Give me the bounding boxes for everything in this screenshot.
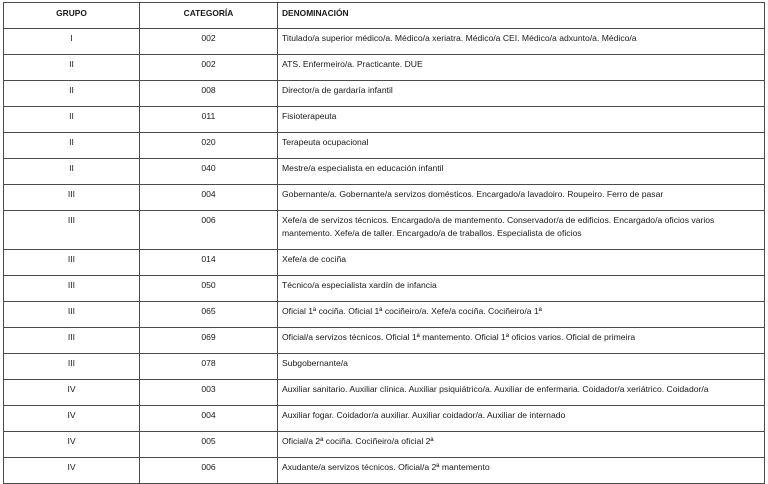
header-categoria: CATEGORÍA: [140, 3, 278, 29]
table-row: [4, 380, 765, 406]
table-row: [4, 458, 765, 484]
cell-categoria: 002: [140, 29, 278, 55]
cell-categoria: 040: [140, 159, 278, 185]
header-grupo: GRUPO: [4, 3, 140, 29]
cell-categoria: 003: [140, 380, 278, 406]
table-row: [4, 133, 765, 159]
cell-grupo: III: [4, 185, 140, 211]
table-header-row: [4, 3, 765, 29]
cell-categoria: 006: [140, 211, 278, 250]
cell-categoria: 078: [140, 354, 278, 380]
category-table: [3, 2, 765, 484]
cell-grupo: III: [4, 250, 140, 276]
cell-denominacion: Titulado/a superior médico/a. Médico/a xeriatra. Médico/a CEI. Médico/a adxunto/a. Médico/a: [278, 29, 765, 55]
cell-grupo: III: [4, 328, 140, 354]
cell-categoria: 005: [140, 432, 278, 458]
cell-categoria: 002: [140, 55, 278, 81]
cell-grupo: IV: [4, 432, 140, 458]
cell-grupo: IV: [4, 406, 140, 432]
cell-grupo: IV: [4, 380, 140, 406]
cell-denominacion: Xefe/a de servizos técnicos. Encargado/a de mantemento. Conservador/a de edificios. Encargado/a oficios varios mantemento. Xefe/a de taller. Encargado/a de traballos. Especialista de oficios: [278, 211, 765, 250]
cell-denominacion: Subgobernante/a: [278, 354, 765, 380]
table-row: [4, 81, 765, 107]
cell-denominacion: Terapeuta ocupacional: [278, 133, 765, 159]
cell-denominacion: Técnico/a especialista xardín de infancia: [278, 276, 765, 302]
cell-grupo: I: [4, 29, 140, 55]
table-row: [4, 354, 765, 380]
cell-denominacion: Xefe/a de cociña: [278, 250, 765, 276]
cell-denominacion: Oficial/a servizos técnicos. Oficial 1ª mantemento. Oficial 1ª oficios varios. Oficial de primeira: [278, 328, 765, 354]
cell-denominacion: Director/a de gardaría infantil: [278, 81, 765, 107]
cell-categoria: 011: [140, 107, 278, 133]
table-row: [4, 55, 765, 81]
cell-grupo: II: [4, 159, 140, 185]
table-row: [4, 328, 765, 354]
category-table-container: [3, 2, 764, 484]
cell-grupo: III: [4, 354, 140, 380]
cell-categoria: 004: [140, 406, 278, 432]
cell-denominacion: Oficial 1ª cociña. Oficial 1ª cociñeiro/a. Xefe/a cociña. Cociñeiro/a 1ª: [278, 302, 765, 328]
cell-denominacion: Mestre/a especialista en educación infantil: [278, 159, 765, 185]
cell-denominacion: Auxiliar fogar. Coidador/a auxiliar. Auxiliar coidador/a. Auxiliar de internado: [278, 406, 765, 432]
table-row: [4, 406, 765, 432]
table-row: [4, 432, 765, 458]
cell-grupo: III: [4, 211, 140, 250]
table-row: [4, 302, 765, 328]
cell-denominacion: Auxiliar sanitario. Auxiliar clínica. Auxiliar psiquiátrico/a. Auxiliar de enfermaria. Coidador/a xeriátrico. Coidador/a: [278, 380, 765, 406]
cell-denominacion: Axudante/a servizos técnicos. Oficial/a 2ª mantemento: [278, 458, 765, 484]
cell-categoria: 006: [140, 458, 278, 484]
cell-denominacion: Fisioterapeuta: [278, 107, 765, 133]
table-body: [4, 29, 765, 484]
cell-categoria: 050: [140, 276, 278, 302]
cell-categoria: 008: [140, 81, 278, 107]
cell-grupo: III: [4, 302, 140, 328]
cell-categoria: 004: [140, 185, 278, 211]
cell-grupo: II: [4, 133, 140, 159]
cell-categoria: 020: [140, 133, 278, 159]
cell-grupo: IV: [4, 458, 140, 484]
cell-denominacion: ATS. Enfermeiro/a. Practicante. DUE: [278, 55, 765, 81]
table-row: [4, 276, 765, 302]
cell-grupo: II: [4, 81, 140, 107]
table-row: [4, 211, 765, 250]
cell-categoria: 065: [140, 302, 278, 328]
cell-categoria: 014: [140, 250, 278, 276]
cell-grupo: II: [4, 55, 140, 81]
table-row: [4, 29, 765, 55]
table-row: [4, 107, 765, 133]
cell-denominacion: Gobernante/a. Gobernante/a servizos domésticos. Encargado/a lavadoiro. Roupeiro. Ferro de pasar: [278, 185, 765, 211]
header-denominacion: DENOMINACIÓN: [278, 3, 765, 29]
cell-denominacion: Oficial/a 2ª cociña. Cociñeiro/a oficial 2ª: [278, 432, 765, 458]
table-row: [4, 250, 765, 276]
table-row: [4, 159, 765, 185]
cell-grupo: II: [4, 107, 140, 133]
cell-grupo: III: [4, 276, 140, 302]
table-row: [4, 185, 765, 211]
cell-categoria: 069: [140, 328, 278, 354]
